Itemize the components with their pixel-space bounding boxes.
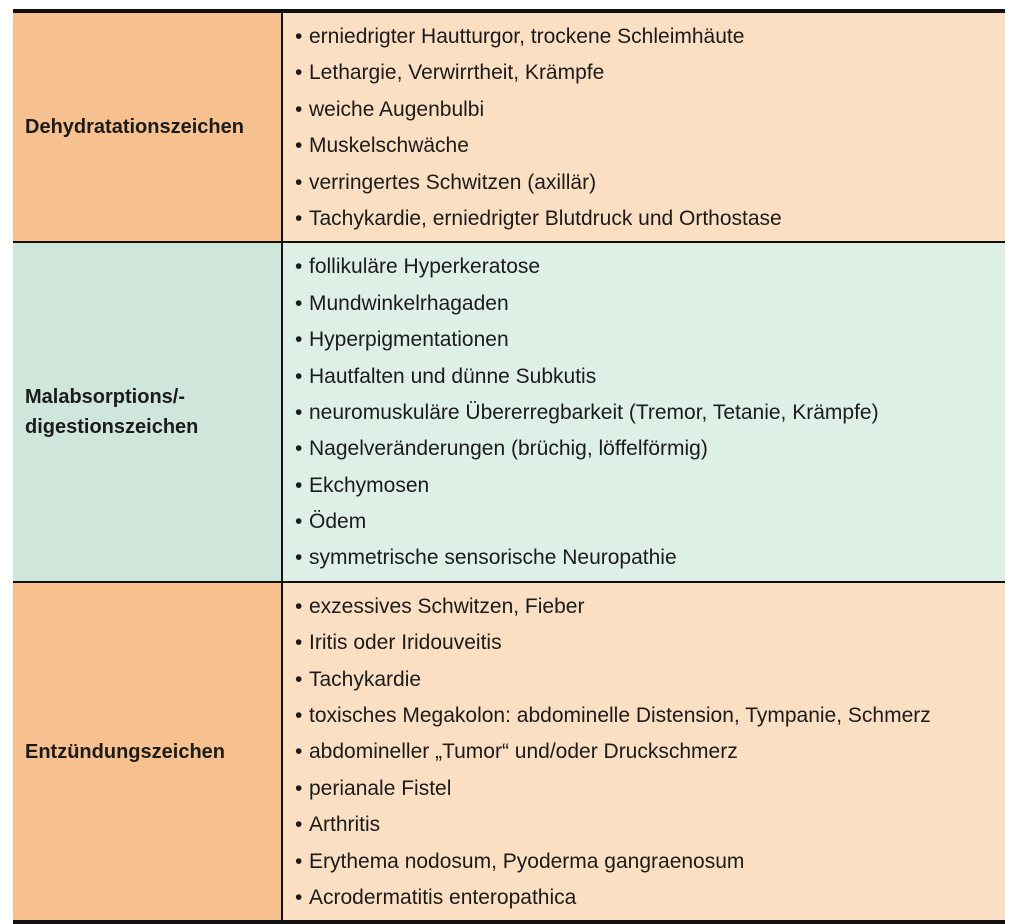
row-label-cell (13, 13, 283, 241)
row-items-cell (283, 583, 1005, 921)
list-item: • Hautfalten und dünne Subkutis (295, 359, 1005, 395)
list-item: • Acrodermatitis enteropathica (295, 880, 1005, 916)
bullet-icon: • (295, 328, 303, 352)
bullet-icon: • (295, 667, 303, 691)
sign-list (295, 19, 1005, 237)
list-item: • follikuläre Hyperkeratose (295, 249, 1005, 285)
list-item: • Tachykardie, erniedrigter Blutdruck und Orthostase (295, 201, 1005, 237)
bullet-icon: • (295, 134, 303, 158)
bullet-icon: • (295, 704, 303, 728)
list-item: • symmetrische sensorische Neuropathie (295, 540, 1005, 576)
bullet-icon: • (295, 776, 303, 800)
bullet-icon: • (295, 740, 303, 764)
sign-list (295, 249, 1005, 577)
bullet-icon: • (295, 255, 303, 279)
row-label-cell (13, 583, 283, 921)
bullet-icon: • (295, 206, 303, 230)
list-item: • abdomineller „Tumor“ und/oder Druckschmerz (295, 734, 1005, 770)
bullet-icon: • (295, 473, 303, 497)
table-row-dehydratation (13, 13, 1005, 243)
table-row-entzuendung (13, 583, 1005, 921)
bullet-icon: • (295, 97, 303, 121)
list-item: • Hyperpigmentationen (295, 322, 1005, 358)
bullet-icon: • (295, 400, 303, 424)
list-item: • perianale Fistel (295, 771, 1005, 807)
list-item: • Muskelschwäche (295, 128, 1005, 164)
list-item: • exzessives Schwitzen, Fieber (295, 589, 1005, 625)
bullet-icon: • (295, 437, 303, 461)
row-label: Malabsorptions/- digestionszeichen (25, 386, 199, 439)
list-item: • Arthritis (295, 807, 1005, 843)
list-item: • Ödem (295, 504, 1005, 540)
symptom-table (13, 9, 1005, 924)
list-item: • Lethargie, Verwirrtheit, Krämpfe (295, 55, 1005, 91)
bullet-icon: • (295, 364, 303, 388)
bullet-icon: • (295, 885, 303, 909)
bullet-icon: • (295, 813, 303, 837)
list-item: • neuromuskuläre Übererregbarkeit (Tremor, Tetanie, Krämpfe) (295, 395, 1005, 431)
table-row-malabsorption (13, 243, 1005, 583)
bullet-icon: • (295, 291, 303, 315)
list-item: • Ekchymosen (295, 468, 1005, 504)
row-items-cell (283, 243, 1005, 581)
row-label-cell (13, 243, 283, 581)
list-item: • erniedrigter Hautturgor, trockene Schleimhäute (295, 19, 1005, 55)
bullet-icon: • (295, 61, 303, 85)
bullet-icon: • (295, 546, 303, 570)
list-item: • Nagelveränderungen (brüchig, löffelförmig) (295, 431, 1005, 467)
list-item: • Mundwinkelrhagaden (295, 286, 1005, 322)
bullet-icon: • (295, 594, 303, 618)
list-item: • weiche Augenbulbi (295, 92, 1005, 128)
bullet-icon: • (295, 170, 303, 194)
row-label: Dehydratationszeichen (25, 116, 244, 139)
list-item: • Tachykardie (295, 662, 1005, 698)
bullet-icon: • (295, 510, 303, 534)
list-item: • Erythema nodosum, Pyoderma gangraenosum (295, 844, 1005, 880)
row-items-cell (283, 13, 1005, 241)
list-item: • Iritis oder Iridouveitis (295, 625, 1005, 661)
sign-list (295, 589, 1005, 917)
bullet-icon: • (295, 849, 303, 873)
row-label: Entzündungszeichen (25, 740, 225, 763)
bullet-icon: • (295, 25, 303, 48)
list-item: • toxisches Megakolon: abdominelle Distension, Tympanie, Schmerz (295, 698, 1005, 734)
bullet-icon: • (295, 631, 303, 655)
list-item: • verringertes Schwitzen (axillär) (295, 165, 1005, 201)
